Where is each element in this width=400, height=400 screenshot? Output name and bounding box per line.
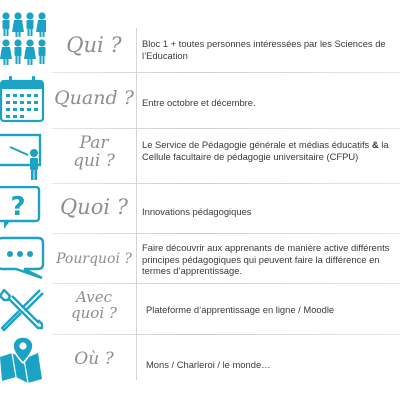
row-pourquoi <box>0 234 400 283</box>
vertical-divider <box>136 184 137 233</box>
description-text: Le Service de Pédagogie générale et médias éducatifs <box>142 139 372 150</box>
people-group-icon <box>0 10 46 66</box>
question-line-1: Avec <box>76 288 112 306</box>
row-quand <box>0 73 400 128</box>
row-description: Bloc 1 + toutes personnes intéressées par les Sciences de l’Education <box>142 38 386 61</box>
row-par-qui <box>0 129 400 183</box>
question-line-2: qui ? <box>73 150 115 171</box>
vertical-divider <box>136 129 137 183</box>
tools-icon <box>0 286 46 332</box>
row-description: Entre octobre et décembre. <box>142 97 256 108</box>
calendar-icon <box>0 75 46 125</box>
vertical-divider <box>136 335 137 380</box>
question-label <box>52 135 136 171</box>
vertical-divider <box>136 284 137 334</box>
question-label: Quoi ? <box>59 195 129 219</box>
row-description: Mons / Charleroi / le monde… <box>146 359 271 370</box>
vertical-divider <box>136 28 137 72</box>
row-description: Plateforme d’apprentissage en ligne / Moodle <box>146 304 335 315</box>
question-label: Quand ? <box>54 87 134 109</box>
map-pin-icon <box>0 335 46 383</box>
question-label: Qui ? <box>66 33 122 57</box>
question-label: Où ? <box>74 349 114 369</box>
description-text: la Cellule facultaire de pédagogie universitaire (CFPU) <box>142 139 389 162</box>
ampersand: & <box>371 139 379 150</box>
row-ou <box>0 335 400 400</box>
row-avec-quoi <box>0 284 400 334</box>
vertical-divider <box>136 234 137 283</box>
row-description <box>142 139 396 162</box>
speech-bubble-icon <box>0 236 46 282</box>
question-line-1: Par <box>79 133 109 153</box>
question-mark-icon <box>0 186 46 232</box>
question-label <box>52 290 136 322</box>
teacher-whiteboard-icon <box>0 133 46 181</box>
svg-text:?: ? <box>10 192 26 222</box>
vertical-divider <box>136 73 137 128</box>
row-description: Innovations pédagogiques <box>142 206 252 217</box>
question-label: Pourquoi ? <box>56 251 132 267</box>
row-quoi <box>0 184 400 233</box>
question-line-2: quoi ? <box>71 303 117 322</box>
row-description: Faire découvrir aux apprenants de manière active différents principes pédagogiques qui peuvent faire la différence en termes d’apprentissage. <box>142 242 390 276</box>
row-qui <box>0 0 400 72</box>
